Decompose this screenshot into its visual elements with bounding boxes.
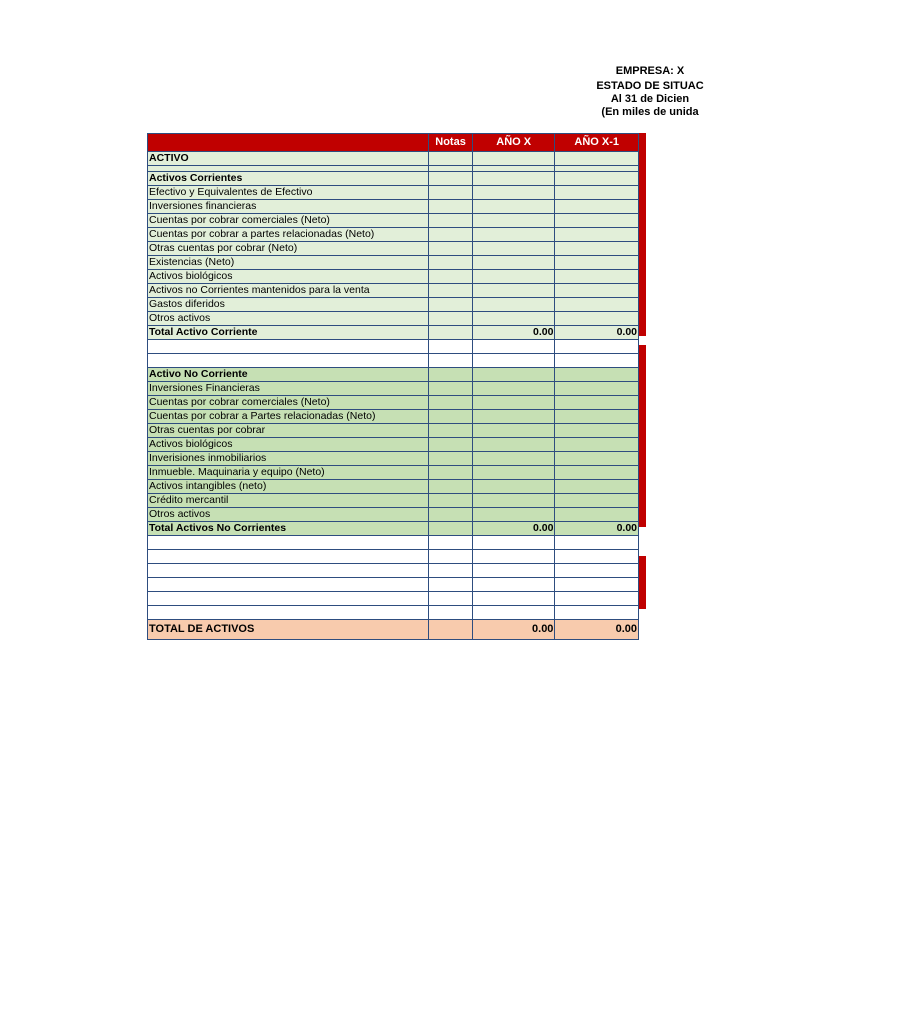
- cell[interactable]: [472, 382, 555, 396]
- table-row: [148, 578, 639, 592]
- cell[interactable]: [472, 172, 555, 186]
- cell[interactable]: [555, 256, 639, 270]
- table-row: [148, 452, 639, 466]
- cell[interactable]: [472, 368, 555, 382]
- row-label: Activos biológicos: [148, 270, 429, 284]
- cell[interactable]: [555, 536, 639, 550]
- total-nocorr-x[interactable]: 0.00: [472, 522, 555, 536]
- table-row: [148, 424, 639, 438]
- cell[interactable]: [429, 186, 473, 200]
- total-activos-x1[interactable]: 0.00: [555, 620, 639, 640]
- cell[interactable]: [429, 228, 473, 242]
- column-edge-bar: [639, 363, 646, 527]
- cell[interactable]: [555, 438, 639, 452]
- table-header-row: [148, 134, 639, 152]
- cell[interactable]: [429, 522, 473, 536]
- cell[interactable]: [429, 578, 473, 592]
- cell[interactable]: [472, 508, 555, 522]
- table-row: [148, 494, 639, 508]
- cell[interactable]: [148, 536, 429, 550]
- table-row: [148, 298, 639, 312]
- cell[interactable]: [429, 354, 473, 368]
- cell[interactable]: [429, 270, 473, 284]
- company-title: EMPRESA: X: [615, 65, 685, 77]
- cell[interactable]: [429, 452, 473, 466]
- table-row: [148, 152, 639, 166]
- cell[interactable]: [148, 578, 429, 592]
- cell[interactable]: [555, 200, 639, 214]
- cell[interactable]: [429, 312, 473, 326]
- cell[interactable]: [472, 480, 555, 494]
- cell[interactable]: [472, 396, 555, 410]
- row-label: Cuentas por cobrar comerciales (Neto): [148, 214, 429, 228]
- column-edge-bar: [639, 556, 646, 609]
- cell[interactable]: [555, 186, 639, 200]
- cell[interactable]: [472, 200, 555, 214]
- table-row: [148, 200, 639, 214]
- cell[interactable]: [148, 564, 429, 578]
- row-label: Inversiones financieras: [148, 200, 429, 214]
- cell[interactable]: [429, 242, 473, 256]
- cell[interactable]: [429, 494, 473, 508]
- cell[interactable]: [555, 410, 639, 424]
- cell[interactable]: [429, 382, 473, 396]
- grand-total-row: [148, 620, 639, 640]
- cell[interactable]: [429, 536, 473, 550]
- cell[interactable]: [555, 228, 639, 242]
- row-label: Cuentas por cobrar comerciales (Neto): [148, 396, 429, 410]
- row-label: Activo No Corriente: [148, 368, 429, 382]
- table-row: [148, 312, 639, 326]
- cell[interactable]: [472, 606, 555, 620]
- table-row: [148, 410, 639, 424]
- cell[interactable]: [429, 214, 473, 228]
- table-row: [148, 480, 639, 494]
- row-label: Total Activos No Corrientes: [148, 522, 429, 536]
- row-label: Activos Corrientes: [148, 172, 429, 186]
- cell[interactable]: [429, 620, 473, 640]
- cell[interactable]: [429, 326, 473, 340]
- statement-title: ESTADO DE SITUAC: [596, 80, 704, 92]
- cell[interactable]: [555, 466, 639, 480]
- cell[interactable]: [429, 410, 473, 424]
- row-label: ACTIVO: [148, 152, 429, 166]
- table-row: [148, 284, 639, 298]
- table-row: [148, 354, 639, 368]
- cell[interactable]: [472, 438, 555, 452]
- cell[interactable]: [555, 494, 639, 508]
- cell[interactable]: [472, 298, 555, 312]
- total-row: [148, 522, 639, 536]
- row-label: TOTAL DE ACTIVOS: [148, 620, 429, 640]
- cell[interactable]: [472, 550, 555, 564]
- table-row: [148, 382, 639, 396]
- balance-sheet-table: [147, 133, 639, 640]
- cell[interactable]: [555, 564, 639, 578]
- cell[interactable]: [148, 606, 429, 620]
- cell[interactable]: [429, 396, 473, 410]
- row-label: Otras cuentas por cobrar: [148, 424, 429, 438]
- cell[interactable]: [472, 578, 555, 592]
- cell[interactable]: [555, 368, 639, 382]
- table-row: [148, 368, 639, 382]
- row-label: Cuentas por cobrar a Partes relacionadas (Neto): [148, 410, 429, 424]
- cell[interactable]: [429, 172, 473, 186]
- cell[interactable]: [472, 186, 555, 200]
- cell[interactable]: [472, 410, 555, 424]
- table-row: [148, 228, 639, 242]
- cell[interactable]: [555, 508, 639, 522]
- cell[interactable]: [429, 550, 473, 564]
- total-row: [148, 326, 639, 340]
- cell[interactable]: [148, 592, 429, 606]
- table-row: [148, 438, 639, 452]
- cell[interactable]: [429, 480, 473, 494]
- cell[interactable]: [555, 606, 639, 620]
- cell[interactable]: [429, 340, 473, 354]
- header-year-x1: AÑO X-1: [555, 134, 639, 152]
- cell[interactable]: [429, 256, 473, 270]
- row-label: Gastos diferidos: [148, 298, 429, 312]
- cell[interactable]: [429, 424, 473, 438]
- cell[interactable]: [555, 270, 639, 284]
- row-label: Existencias (Neto): [148, 256, 429, 270]
- cell[interactable]: [472, 256, 555, 270]
- table-row: [148, 592, 639, 606]
- cell[interactable]: [555, 172, 639, 186]
- cell[interactable]: [555, 214, 639, 228]
- row-label: Otros activos: [148, 508, 429, 522]
- cell[interactable]: [555, 480, 639, 494]
- table-row: [148, 214, 639, 228]
- table-row: [148, 396, 639, 410]
- cell[interactable]: [555, 152, 639, 166]
- cell[interactable]: [472, 494, 555, 508]
- table-row: [148, 508, 639, 522]
- cell[interactable]: [472, 340, 555, 354]
- cell[interactable]: [148, 354, 429, 368]
- cell[interactable]: [555, 592, 639, 606]
- column-edge-bar: [639, 133, 646, 336]
- cell[interactable]: [472, 564, 555, 578]
- row-label: Inversiones Financieras: [148, 382, 429, 396]
- cell[interactable]: [148, 550, 429, 564]
- cell[interactable]: [429, 564, 473, 578]
- cell[interactable]: [429, 592, 473, 606]
- row-label: Otros activos: [148, 312, 429, 326]
- total-activos-x[interactable]: 0.00: [472, 620, 555, 640]
- cell[interactable]: [472, 452, 555, 466]
- row-label: Efectivo y Equivalentes de Efectivo: [148, 186, 429, 200]
- row-label: Otras cuentas por cobrar (Neto): [148, 242, 429, 256]
- table-row: [148, 536, 639, 550]
- cell[interactable]: [472, 228, 555, 242]
- cell[interactable]: [555, 550, 639, 564]
- cell[interactable]: [472, 312, 555, 326]
- row-label: Inverisiones inmobiliarios: [148, 452, 429, 466]
- cell[interactable]: [555, 298, 639, 312]
- cell[interactable]: [555, 340, 639, 354]
- total-nocorr-x1[interactable]: 0.00: [555, 522, 639, 536]
- cell[interactable]: [429, 438, 473, 452]
- row-label: Activos biológicos: [148, 438, 429, 452]
- cell[interactable]: [555, 578, 639, 592]
- cell[interactable]: [472, 354, 555, 368]
- column-edge-bar: [639, 345, 646, 363]
- header-year-x: AÑO X: [472, 134, 555, 152]
- cell[interactable]: [555, 382, 639, 396]
- cell[interactable]: [555, 312, 639, 326]
- row-label: Activos intangibles (neto): [148, 480, 429, 494]
- row-label: Total Activo Corriente: [148, 326, 429, 340]
- total-corriente-x1[interactable]: 0.00: [555, 326, 639, 340]
- header-notas: Notas: [429, 134, 473, 152]
- cell[interactable]: [429, 466, 473, 480]
- row-label: Cuentas por cobrar a partes relacionadas (Neto): [148, 228, 429, 242]
- table-row: [148, 606, 639, 620]
- cell[interactable]: [472, 214, 555, 228]
- row-label: Inmueble. Maquinaria y equipo (Neto): [148, 466, 429, 480]
- statement-date: Al 31 de Dicien: [610, 93, 690, 105]
- cell[interactable]: [429, 606, 473, 620]
- statement-units: (En miles de unida: [601, 106, 699, 118]
- cell[interactable]: [472, 284, 555, 298]
- table-row: [148, 270, 639, 284]
- cell[interactable]: [472, 424, 555, 438]
- table-row: [148, 186, 639, 200]
- cell[interactable]: [555, 284, 639, 298]
- table-row: [148, 564, 639, 578]
- cell[interactable]: [472, 592, 555, 606]
- cell[interactable]: [555, 354, 639, 368]
- cell[interactable]: [429, 508, 473, 522]
- cell[interactable]: [555, 424, 639, 438]
- cell[interactable]: [429, 368, 473, 382]
- table-row: [148, 256, 639, 270]
- cell[interactable]: [555, 396, 639, 410]
- cell[interactable]: [429, 298, 473, 312]
- cell[interactable]: [555, 242, 639, 256]
- total-corriente-x[interactable]: 0.00: [472, 326, 555, 340]
- header-label-cell: [148, 134, 429, 152]
- table-row: [148, 550, 639, 564]
- cell[interactable]: [472, 466, 555, 480]
- table-row: [148, 242, 639, 256]
- cell[interactable]: [429, 284, 473, 298]
- row-label: Crédito mercantil: [148, 494, 429, 508]
- cell[interactable]: [429, 200, 473, 214]
- cell[interactable]: [472, 242, 555, 256]
- row-label: Activos no Corrientes mantenidos para la venta: [148, 284, 429, 298]
- cell[interactable]: [472, 152, 555, 166]
- table-row: [148, 172, 639, 186]
- cell[interactable]: [555, 452, 639, 466]
- cell[interactable]: [472, 536, 555, 550]
- table-row: [148, 340, 639, 354]
- cell[interactable]: [429, 152, 473, 166]
- cell[interactable]: [472, 270, 555, 284]
- cell[interactable]: [148, 340, 429, 354]
- table-row: [148, 466, 639, 480]
